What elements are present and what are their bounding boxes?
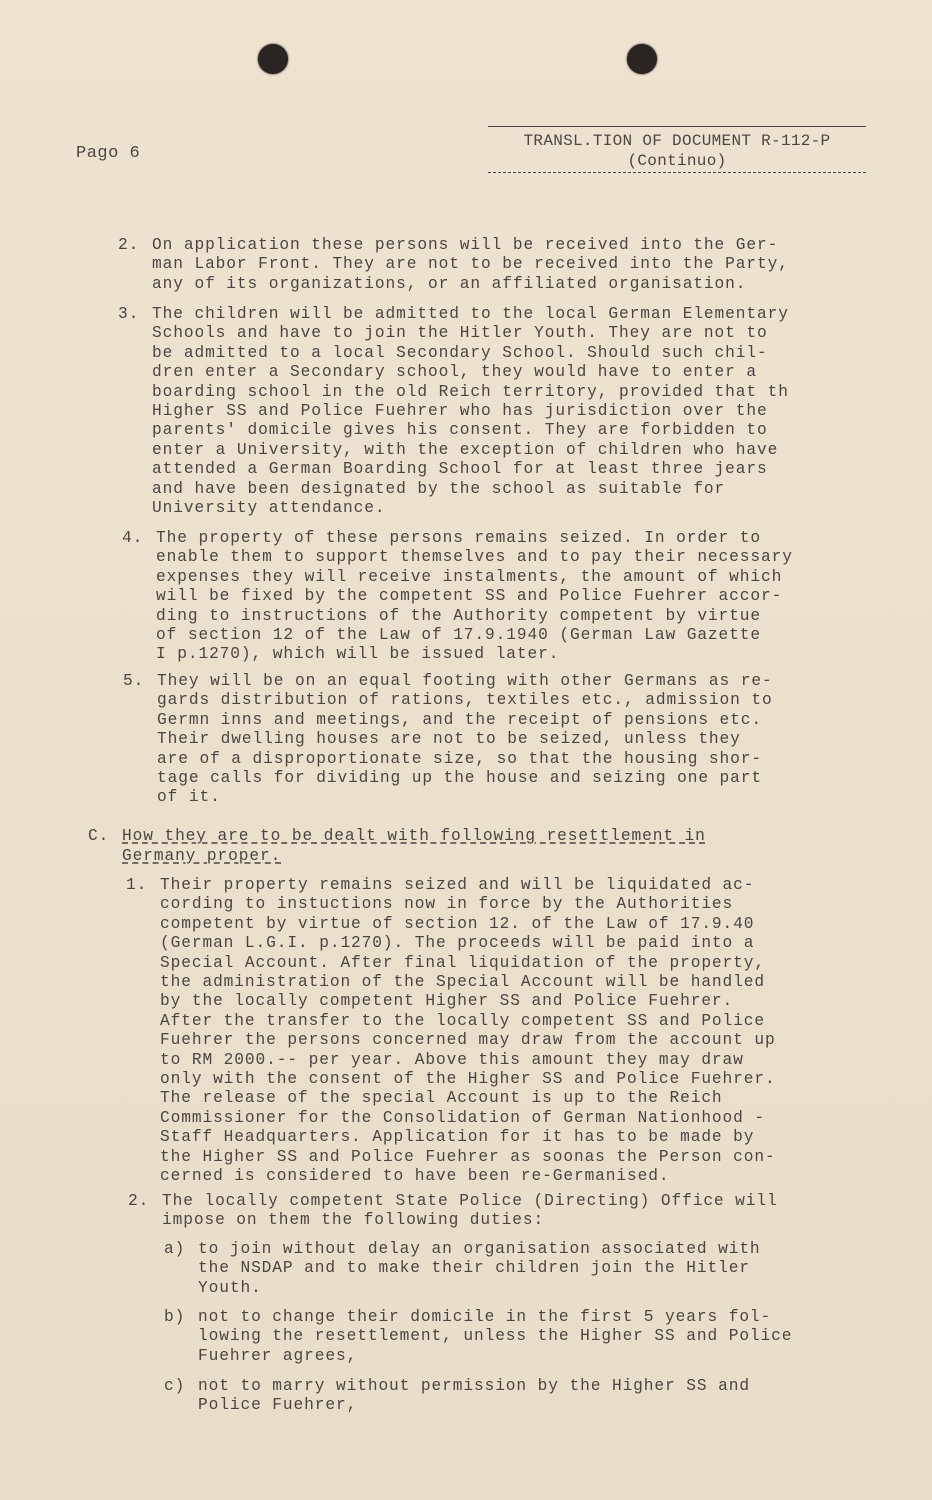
paragraph-number: 2. (128, 1192, 150, 1210)
text-line: Schools and have to join the Hitler Youth. They are not to (152, 324, 768, 343)
text-line: Fuehrer the persons concerned may draw from the account up (160, 1031, 776, 1050)
text-line: the NSDAP and to make their children join the Hitler (198, 1259, 750, 1278)
header-rule (488, 126, 866, 127)
text-line: gards distribution of rations, textiles etc., admission to (157, 691, 773, 710)
text-line: boarding school in the old Reich territory, provided that th (152, 382, 789, 401)
paragraph-c2 (128, 1192, 778, 1231)
paragraph-number: 1. (126, 876, 148, 894)
paragraph-b4 (122, 529, 793, 665)
paragraph-number: 3. (118, 305, 140, 323)
text-line: After the transfer to the locally competent SS and Police (160, 1011, 766, 1030)
text-line: ding to instructions of the Authority competent by virtue (156, 606, 762, 625)
text-line: (German L.G.I. p.1270). The proceeds will be paid into a (160, 934, 755, 953)
text-line: expenses they will receive instalments, the amount of which (156, 567, 783, 586)
text-line: Special Account. After final liquidation of the property, (160, 953, 766, 972)
subparagraph-b (164, 1308, 793, 1366)
subparagraph-label: c) (164, 1377, 186, 1395)
text-line: University attendance. (152, 499, 386, 518)
text-line: only with the consent of the Higher SS and Police Fuehrer. (160, 1070, 776, 1089)
text-line: The property of these persons remains seized. In order to (156, 529, 762, 547)
text-line: the Higher SS and Police Fuehrer as soonas the Person con- (160, 1147, 776, 1166)
text-line: cerned is considered to have been re-Germanised. (160, 1167, 670, 1186)
document-header (488, 126, 866, 173)
header-title: TRANSL.TION OF DOCUMENT R-112-P (523, 132, 831, 150)
text-line: parents' domicile gives his consent. They are forbidden to (152, 421, 768, 440)
punch-hole-right (627, 44, 657, 74)
text-line: competent by virtue of section 12. of the Law of 17.9.40 (160, 914, 755, 933)
text-line: of it. (157, 788, 221, 807)
text-line: of section 12 of the Law of 17.9.1940 (German Law Gazette (156, 626, 762, 645)
text-line: the administration of the Special Account will be handled (160, 973, 766, 992)
text-line: Commissioner for the Consolidation of German Nationhood - (160, 1108, 766, 1127)
text-line: attended a German Boarding School for at least three jears (152, 460, 768, 479)
text-line: The locally competent State Police (Directing) Office will (162, 1192, 778, 1210)
text-line: The release of the special Account is up to the Reich (160, 1089, 723, 1108)
text-line: dren enter a Secondary school, they would have to enter a (152, 363, 758, 382)
text-line: not to marry without permission by the Higher SS and (198, 1377, 750, 1395)
text-line: will be fixed by the competent SS and Police Fuehrer accor- (156, 587, 783, 606)
text-line: tage calls for dividing up the house and seizing one part (157, 769, 763, 788)
text-line: not to change their domicile in the first 5 years fol- (198, 1308, 772, 1326)
text-line: be admitted to a local Secondary School. Should such chil- (152, 343, 768, 362)
text-line: and have been designated by the school as suitable for (152, 479, 726, 498)
text-line: Their dwelling houses are not to be seized, unless they (157, 730, 741, 749)
text-line: Police Fuehrer, (198, 1396, 358, 1415)
paragraph-b2 (118, 236, 789, 294)
text-line: Their property remains seized and will be liquidated ac- (160, 876, 755, 894)
header-continued: (Continuo) (488, 151, 866, 173)
text-line: by the locally competent Higher SS and Police Fuehrer. (160, 992, 734, 1011)
subparagraph-label: b) (164, 1308, 186, 1326)
subparagraph-c (164, 1377, 750, 1416)
section-heading-line: Germany proper. (122, 847, 282, 865)
section-heading-line: How they are to be dealt with following resettlement in (122, 827, 706, 845)
paragraph-b3 (118, 305, 789, 518)
text-line: Youth. (198, 1278, 262, 1297)
section-label: C. (88, 827, 110, 845)
text-line: They will be on an equal footing with other Germans as re- (157, 672, 773, 690)
text-line: man Labor Front. They are not to be received into the Party, (152, 255, 789, 274)
text-line: any of its organizations, or an affiliated organisation. (152, 274, 747, 293)
text-line: Germn inns and meetings, and the receipt of pensions etc. (157, 710, 763, 729)
subparagraph-label: a) (164, 1240, 186, 1258)
text-line: Higher SS and Police Fuehrer who has jurisdiction over the (152, 402, 768, 421)
text-line: Staff Headquarters. Application for it has to be made by (160, 1128, 755, 1147)
text-line: I p.1270), which will be issued later. (156, 645, 560, 664)
page-number: Pago 6 (76, 144, 141, 163)
paragraph-b5 (123, 672, 773, 808)
paragraph-number: 2. (118, 236, 140, 254)
paragraph-number: 5. (123, 672, 145, 690)
text-line: enter a University, with the exception of children who have (152, 440, 779, 459)
text-line: lowing the resettlement, unless the Higher SS and Police (198, 1327, 793, 1346)
text-line: enable them to support themselves and to pay their necessary (156, 548, 793, 567)
paragraph-number: 4. (122, 529, 144, 547)
subparagraph-a (164, 1240, 761, 1298)
text-line: On application these persons will be received into the Ger- (152, 236, 779, 254)
text-line: to RM 2000.-- per year. Above this amount they may draw (160, 1050, 744, 1069)
text-line: impose on them the following duties: (162, 1211, 545, 1230)
text-line: to join without delay an organisation associated with (198, 1240, 761, 1258)
punch-hole-left (258, 44, 288, 74)
text-line: cording to instuctions now in force by the Authorities (160, 895, 734, 914)
text-line: Fuehrer agrees, (198, 1346, 358, 1365)
text-line: are of a disproportionate size, so that the housing shor- (157, 749, 763, 768)
text-line: The children will be admitted to the local German Elementary (152, 305, 789, 323)
paragraph-c1 (126, 876, 776, 1187)
section-c-heading (88, 826, 706, 866)
